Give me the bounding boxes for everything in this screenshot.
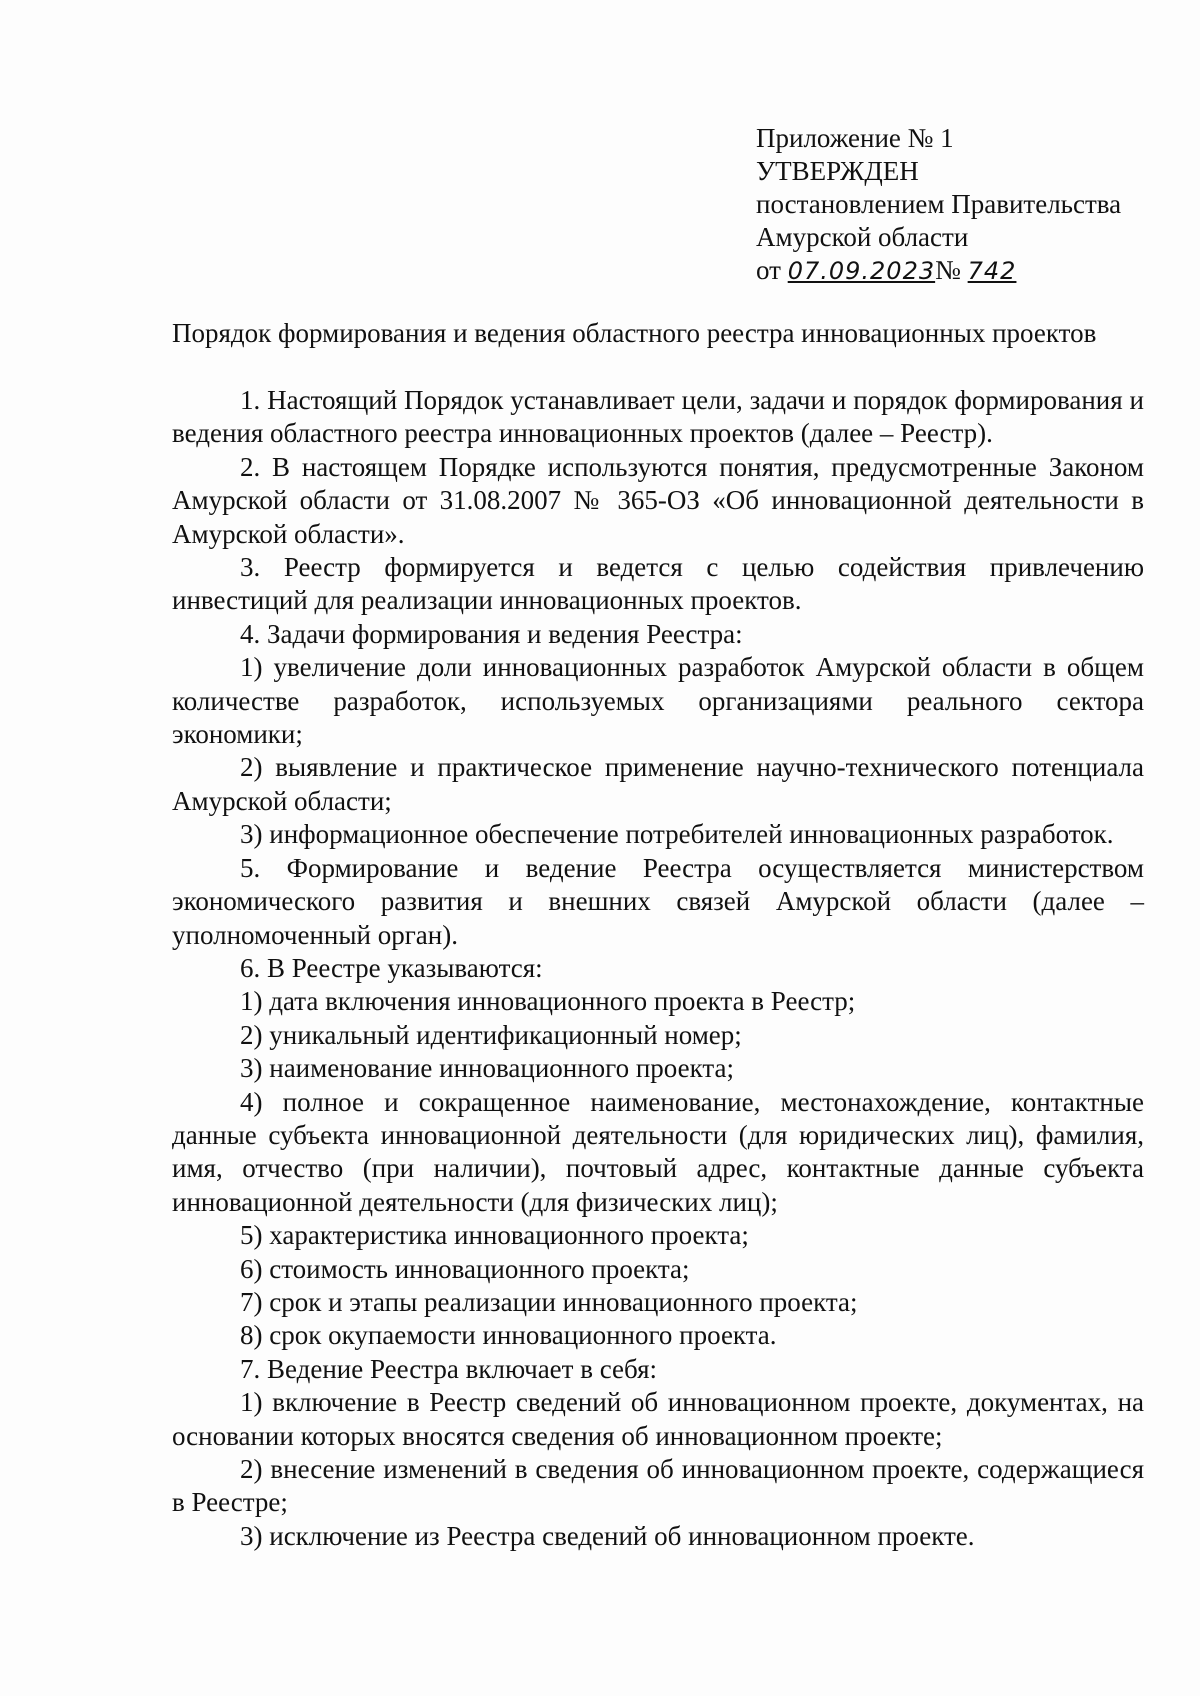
paragraph: 7. Ведение Реестра включает в себя: xyxy=(240,1353,657,1384)
paragraph: 3) наименование инновационного проекта; xyxy=(240,1053,734,1084)
date-number-line xyxy=(756,254,1156,288)
paragraph: 2. В настоящем Порядке используются понятия, предусмотренные Законом Амурской области от 31.08.2007 № 365-ОЗ «Об инновационной деятельности в Амурской области». xyxy=(172,451,1144,549)
handwritten-date: 07.09.2023 xyxy=(787,257,936,285)
approval-stamp-block xyxy=(756,122,1156,288)
appendix-label: Приложение № 1 xyxy=(756,123,954,153)
paragraph: 5) характеристика инновационного проекта; xyxy=(240,1220,749,1251)
paragraph: 6) стоимость инновационного проекта; xyxy=(240,1253,690,1284)
paragraph: 1) увеличение доли инновационных разработок Амурской области в общем количестве разработок, используемых организациями реального сектора экономики; xyxy=(172,652,1144,750)
paragraph: 2) выявление и практическое применение научно-технического потенциала Амурской области; xyxy=(172,752,1144,816)
date-prefix: от xyxy=(756,255,781,285)
paragraph: 3) информационное обеспечение потребителей инновационных разработок. xyxy=(240,819,1114,850)
document-body xyxy=(172,384,1144,1553)
resolution-label: постановлением Правительства xyxy=(756,189,1122,219)
paragraph: 4. Задачи формирования и ведения Реестра: xyxy=(240,618,743,649)
handwritten-number: 742 xyxy=(967,257,1017,285)
paragraph: 1. Настоящий Порядок устанавливает цели, задачи и порядок формирования и ведения областного реестра инновационных проектов (далее – Реестр). xyxy=(172,385,1144,449)
approved-label: УТВЕРЖДЕН xyxy=(756,156,919,186)
paragraph: 3) исключение из Реестра сведений об инновационном проекте. xyxy=(240,1520,975,1551)
document-title: Порядок формирования и ведения областного реестра инновационных проектов xyxy=(172,318,1097,348)
paragraph: 5. Формирование и ведение Реестра осуществляется министерством экономического развития и внешних связей Амурской области (далее – уполномоченный орган). xyxy=(172,852,1144,950)
paragraph: 4) полное и сокращенное наименование, местонахождение, контактные данные субъекта инновационной деятельности (для юридических лиц), фамилия, имя, отчество (при наличии), почтовый адрес, контактные данные субъекта инновационной деятельности (для физических лиц); xyxy=(172,1086,1144,1217)
paragraph: 1) включение в Реестр сведений об инновационном проекте, документах, на основании которых вносятся сведения об инновационном проекте; xyxy=(172,1387,1144,1451)
paragraph: 3. Реестр формируется и ведется с целью содействия привлечению инвестиций для реализации инновационных проектов. xyxy=(172,552,1144,616)
paragraph: 2) внесение изменений в сведения об инновационном проекте, содержащиеся в Реестре; xyxy=(172,1454,1144,1518)
paragraph: 8) срок окупаемости инновационного проекта. xyxy=(240,1320,777,1351)
paragraph: 1) дата включения инновационного проекта в Реестр; xyxy=(240,986,856,1017)
paragraph: 2) уникальный идентификационный номер; xyxy=(240,1019,742,1050)
number-sign: № xyxy=(935,255,961,285)
region-label: Амурской области xyxy=(756,222,969,252)
paragraph: 7) срок и этапы реализации инновационного проекта; xyxy=(240,1286,858,1317)
paragraph: 6. В Реестре указываются: xyxy=(240,952,543,983)
